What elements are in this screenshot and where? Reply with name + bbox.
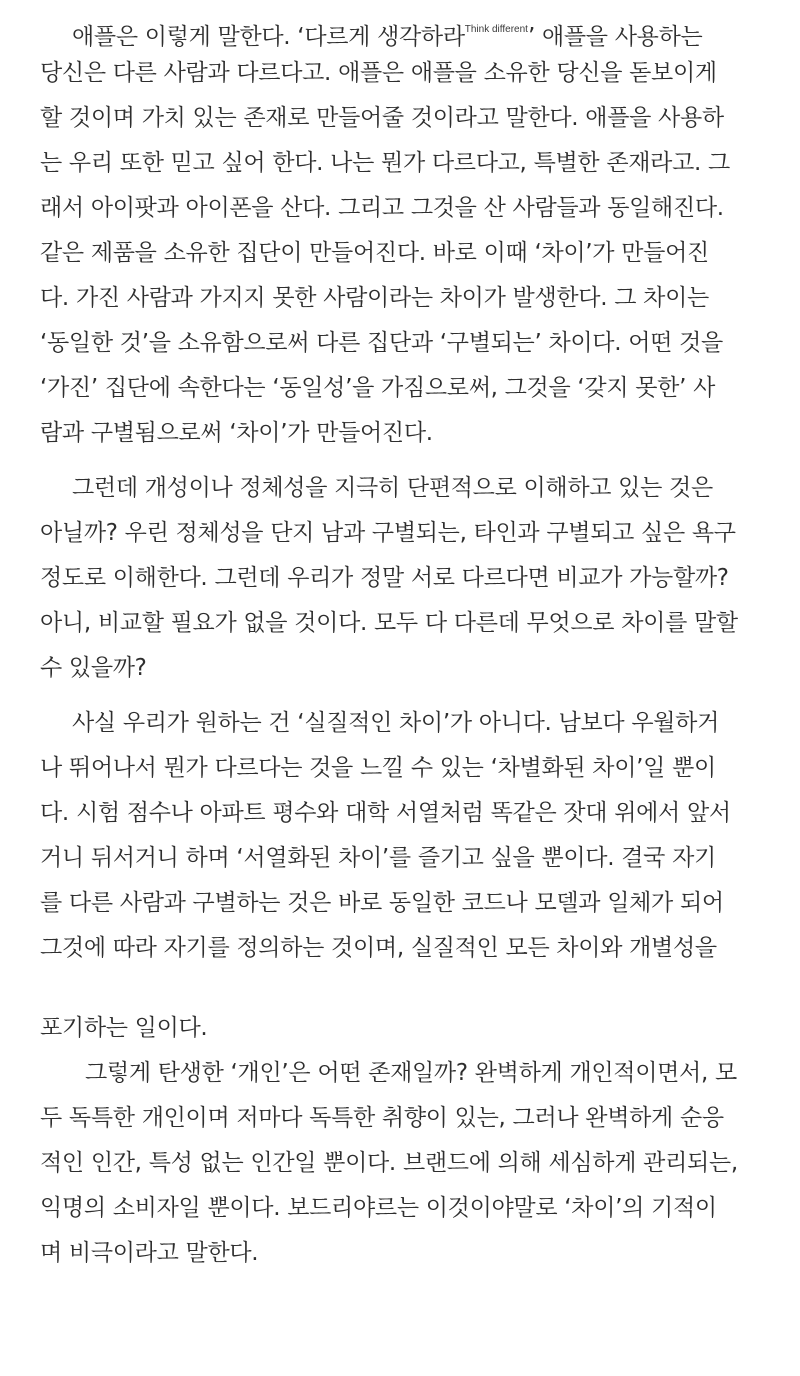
- paragraph-4-line-4: 익명의 소비자일 뿐이다. 보드리야르는 이것이야말로 ‘차이’의 기적이: [40, 1195, 717, 1221]
- paragraph-3-line-5: 를 다른 사람과 구별하는 것은 바로 동일한 코드나 모델과 일체가 되어: [40, 890, 724, 916]
- paragraph-4-line-2: 두 독특한 개인이며 저마다 독특한 취향이 있는, 그러나 완벽하게 순응: [40, 1105, 724, 1131]
- paragraph-1-line-7: 다. 가진 사람과 가지지 못한 사람이라는 차이가 발생한다. 그 차이는: [40, 285, 709, 311]
- paragraph-1-line-10: 람과 구별됨으로써 ‘차이’가 만들어진다.: [40, 420, 433, 446]
- paragraph-2-line-3: 정도로 이해한다. 그런데 우리가 정말 서로 다르다면 비교가 가능할까?: [40, 565, 729, 591]
- paragraph-3-line-7: 포기하는 일이다.: [40, 1015, 208, 1041]
- paragraph-2-line-2: 아닐까? 우린 정체성을 단지 남과 구별되는, 타인과 구별되고 싶은 욕구: [40, 520, 736, 546]
- paragraph-1-line-3: 할 것이며 가치 있는 존재로 만들어줄 것이라고 말한다. 애플을 사용하: [40, 105, 724, 131]
- text-segment: 애플은 이렇게 말한다. ‘다르게 생각하라: [72, 24, 465, 50]
- paragraph-3-line-3: 다. 시험 점수나 아파트 평수와 대학 서열처럼 똑같은 잣대 위에서 앞서: [40, 800, 731, 826]
- text-segment: ’ 애플을 사용하는: [527, 24, 703, 50]
- paragraph-1-line-9: ‘가진’ 집단에 속한다는 ‘동일성’을 가짐으로써, 그것을 ‘갖지 못한’ 사: [40, 375, 716, 401]
- paragraph-2-line-4: 아니, 비교할 필요가 없을 것이다. 모두 다 다른데 무엇으로 차이를 말할: [40, 610, 738, 636]
- paragraph-1-line-1: [72, 12, 770, 55]
- paragraph-4-line-1: 그렇게 탄생한 ‘개인’은 어떤 존재일까? 완벽하게 개인적이면서, 모: [85, 1060, 737, 1086]
- paragraph-1-line-2: 당신은 다른 사람과 다르다고. 애플은 애플을 소유한 당신을 돋보이게: [40, 60, 717, 86]
- paragraph-1-line-5: 래서 아이팟과 아이폰을 산다. 그리고 그것을 산 사람들과 동일해진다.: [40, 195, 724, 221]
- paragraph-3-line-4: 거니 뒤서거니 하며 ‘서열화된 차이’를 즐기고 싶을 뿐이다. 결국 자기: [40, 845, 716, 871]
- paragraph-3-line-1: 사실 우리가 원하는 건 ‘실질적인 차이’가 아니다. 남보다 우월하거: [72, 710, 719, 736]
- paragraph-2-line-5: 수 있을까?: [40, 655, 147, 681]
- paragraph-1-line-4: 는 우리 또한 믿고 싶어 한다. 나는 뭔가 다르다고, 특별한 존재라고. 그: [40, 150, 730, 176]
- paragraph-3-line-6: 그것에 따라 자기를 정의하는 것이며, 실질적인 모든 차이와 개별성을: [40, 935, 717, 961]
- paragraph-1-line-8: ‘동일한 것’을 소유함으로써 다른 집단과 ‘구별되는’ 차이다. 어떤 것을: [40, 330, 723, 356]
- paragraph-2-line-1: 그런데 개성이나 정체성을 지극히 단편적으로 이해하고 있는 것은: [72, 475, 713, 501]
- superscript-note: Think different: [464, 24, 528, 35]
- paragraph-1-line-6: 같은 제품을 소유한 집단이 만들어진다. 바로 이때 ‘차이’가 만들어진: [40, 240, 709, 266]
- paragraph-3-line-2: 나 뛰어나서 뭔가 다르다는 것을 느낄 수 있는 ‘차별화된 차이’일 뿐이: [40, 755, 716, 781]
- paragraph-4-line-5: 며 비극이라고 말한다.: [40, 1240, 259, 1266]
- paragraph-4-line-3: 적인 인간, 특성 없는 인간일 뿐이다. 브랜드에 의해 세심하게 관리되는,: [40, 1150, 738, 1176]
